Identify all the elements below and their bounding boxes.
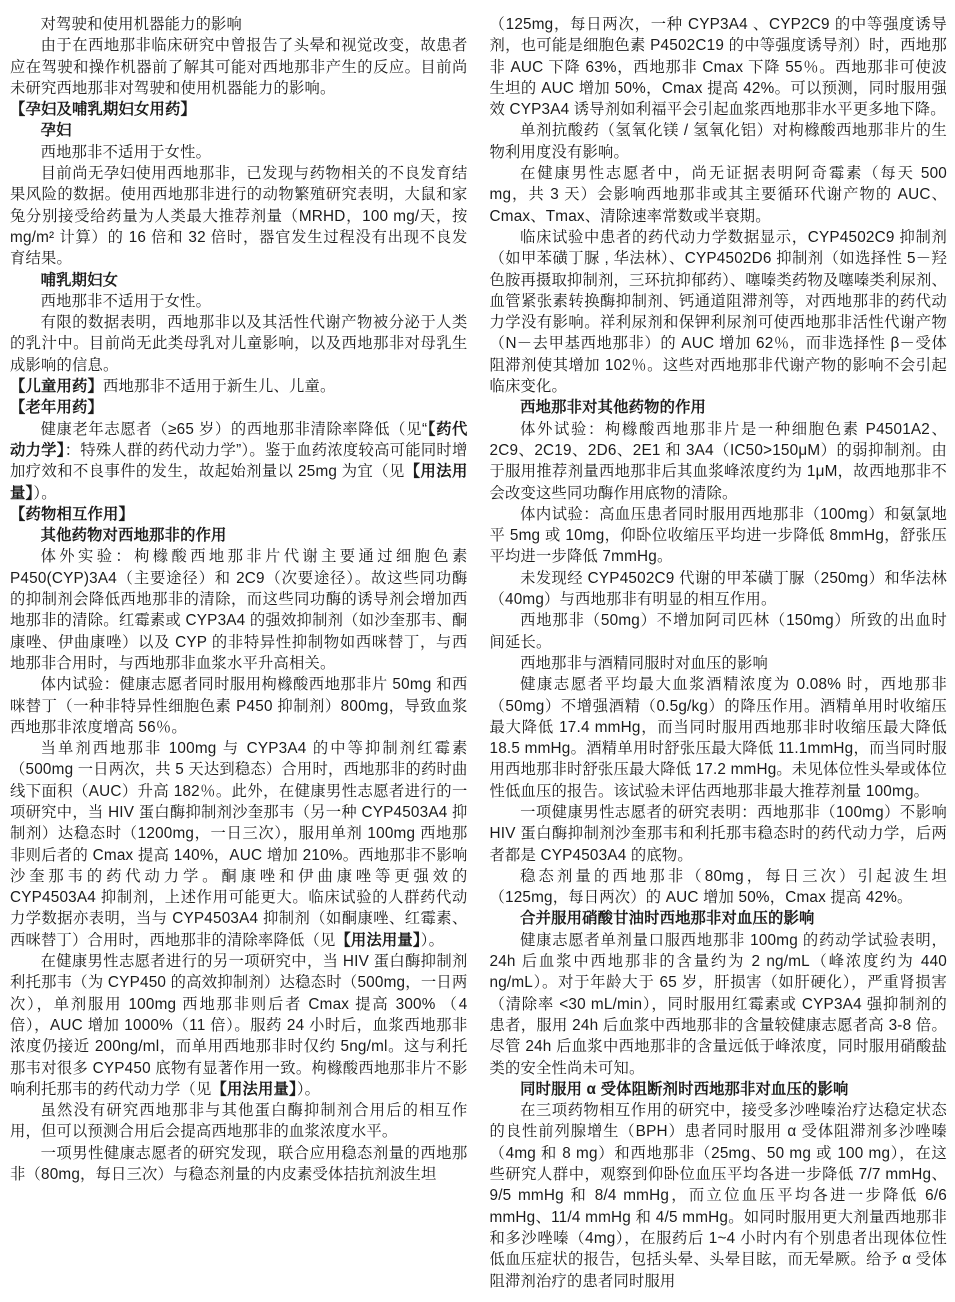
paragraph (10, 376, 468, 397)
paragraph (490, 227, 948, 397)
paragraph (10, 35, 468, 99)
sub-heading (490, 908, 948, 929)
text-run: 【药物相互作用】 (10, 505, 134, 523)
text-run: 单剂抗酸药（氢氧化镁 / 氢氧化铝）对枸橼酸西地那非片的生物利用度没有影响。 (489, 122, 947, 161)
sub-heading (10, 120, 468, 141)
text-run: 【孕妇及哺乳期妇女用药】 (10, 101, 196, 119)
left-column (10, 14, 468, 1292)
text-run: 临床试验中患者的药代动力学数据显示，CYP4502C9 抑制剂（如甲苯磺丁脲 , 华法林）、CYP4502D6 抑制剂（如选择性 5－羟色胺再摄取抑制剂，三环抗抑郁药）、噻嗪类药物及噻嗪类利尿剂、血管紧张素转换酶抑制剂、钙通道阻滞剂等，对西地那非的药代动力学没有影响。祥利尿剂和保钾利尿剂可使西地那非活性代谢产物（N－去甲基西地那非）的 AUC 增加 62％，而非选择性 β－受体阻滞剂使其增加 102％。这些对西地那非代谢产物的影响不会引起临床变化。 (489, 228, 947, 396)
section-heading (10, 99, 468, 120)
paragraph (10, 291, 468, 312)
text-run: 健康志愿者平均最大血浆酒精浓度为 0.08% 时，西地那非（50mg）不增强酒精（0.5g/kg）的降压作用。酒精单用时收缩压最大降低 17.4 mmHg，而当同时服用西地那非时收缩压最大降低 18.5 mmHg。酒精单用时舒张压最大降低 11.1mmHg，而当同时服用西地那非时舒张压最大降低 17.2 mmHg。未见体位性头晕或体位性低血压的报告。该试验未评估西地那非最大推荐剂量 100mg。 (489, 676, 947, 800)
text-run: 有限的数据表明，西地那非以及其活性代谢产物被分泌于人类的乳汁中。目前尚无此类母乳对儿童影响，以及西地那非对母乳生成影响的信息。 (10, 314, 468, 374)
paragraph (490, 419, 948, 504)
text-run: 在健康男性志愿者进行的另一项研究中，当 HIV 蛋白酶抑制剂利托那韦（为 CYP450 的高效抑制剂）达稳态时（500mg，一日两次），单剂服用 100mg 西地那非则后者 Cmax 提高 300% （4 倍），AUC 增加 1000%（11 倍）。服药 24 小时后，血浆西地那非浓度仍接近 200ng/ml，而单用西地那非时仅约 5ng/ml。这与利托那韦对很多 CYP450 底物有显著作用一致。枸橼酸西地那非片不影响利托那韦的药代动力学（见 (10, 953, 468, 1098)
paragraph (490, 1100, 948, 1292)
text-run: 未发现经 CYP4502C9 代谢的甲苯磺丁脲（250mg）和华法林（40mg）与西地那非有明显的相互作用。 (489, 569, 947, 609)
text-run: 其他药物对西地那非的作用 (40, 527, 227, 545)
paragraph (490, 866, 948, 909)
text-run: 西地那非不适用于女性。 (40, 292, 212, 310)
text-run: 由于在西地那非临床研究中曾报告了头晕和视觉改变，故患者应在驾驶和操作机器前了解其可能对西地那非产生的反应。目前尚未研究西地那非对驾驶和使用机器能力的影响。 (10, 37, 468, 97)
sub-heading (10, 525, 468, 546)
plain-heading (490, 653, 948, 674)
sub-heading (10, 270, 468, 291)
text-run: 体外试验：枸橼酸西地那非片是一种细胞色素 P4501A2、2C9、2C19、2D6、2E1 和 3A4（IC50>150μM）的弱抑制剂。由于服用推荐剂量西地那非后其血浆峰浓度约为 1μM，故西地那非不会改变这些同功酶作用底物的清除。 (489, 420, 947, 502)
text-run: 体内试验：健康志愿者同时服用枸橼酸西地那非片 50mg 和西咪替丁（一种非特异性细胞色素 P450 抑制剂）800mg，导致血浆西地那非浓度增高 56％。 (10, 676, 468, 736)
paragraph (490, 568, 948, 611)
paragraph (490, 120, 948, 163)
plain-heading (10, 14, 468, 35)
section-heading (10, 504, 468, 525)
text-run: 一项健康男性志愿者的研究表明：西地那非（100mg）不影响 HIV 蛋白酶抑制剂沙奎那韦和利托那韦稳态时的药代动力学，后两者都是 CYP4503A4 的底物。 (489, 803, 947, 864)
bold-text-run: 【用法用量】 (211, 1080, 297, 1098)
bold-text-run: 【用法用量】 (10, 463, 468, 502)
text-run: 对驾驶和使用机器能力的影响 (40, 16, 243, 33)
paragraph (10, 163, 468, 269)
text-run: 当单剂西地那非 100mg 与 CYP3A4 的中等抑制剂红霉素（500mg 一日两次，共 5 天达到稳态）合用时，西地那非的药时曲线下面积（AUC）升高 182％。此外，在健康男性志愿者进行的一项研究中，当 HIV 蛋白酶抑制剂沙奎那韦（另一种 CYP4503A4 抑制剂）达稳态时（1200mg，一日三次），服用单剂 100mg 西地那非则后者的 Cmax 提高 140%，AUC 增加 210%。西地那非不影响沙奎那韦的药代动力学。酮康唑和伊曲康唑等更强效的 CYP4503A4 抑制剂，上述作用可能更大。临床试验的人群药代动力学数据亦表明，当与 CYP4503A4 抑制剂（如酮康唑、红霉素、西咪替丁）合用时，西地那非的清除率降低（见 (10, 740, 468, 949)
text-run: 稳态剂量的西地那非（80mg，每日三次）引起波生坦（125mg，每日两次）的 AUC 增加 50%，Cmax 提高 42%。 (489, 867, 947, 907)
text-run: 虽然没有研究西地那非与其他蛋白酶抑制剂合用后的相互作用，但可以预测合用后会提高西地那非的血浆浓度水平。 (10, 1102, 468, 1141)
text-run: 西地那非与酒精同服时对血压的影响 (520, 654, 769, 672)
paragraph (10, 1143, 468, 1186)
text-run: 【老年用药】 (10, 399, 103, 417)
text-run: ：特殊人群的药代动力学”）。鉴于血药浓度较高可能同时增加疗效和不良事件的发生，故起始剂量以 25mg 为宜（见 (10, 441, 468, 481)
text-run: 体内试验：高血压患者同时服用西地那非（100mg）和氨氯地平 5mg 或 10mg，仰卧位收缩压平均进一步降低 8mmHg，舒张压平均进一步降低 7mmHg。 (489, 505, 947, 566)
text-run: 西地那非（50mg）不增加阿司匹林（150mg）所致的出血时间延长。 (489, 612, 947, 651)
paragraph (10, 738, 468, 951)
text-run: 在健康男性志愿者中，尚无证据表明阿奇霉素（每天 500 mg，共 3 天）会影响西地那非或其主要循环代谢产物的 AUC、Cmax、Tmax、清除速率常数或半衰期。 (489, 165, 947, 225)
text-run: 体外实验：枸橼酸西地那非片代谢主要通过细胞色素P450(CYP)3A4（主要途径）和 2C9（次要途径）。故这些同功酶的抑制剂会降低西地那非的清除，而这些同功酶的诱导剂会增加西地那非的清除。红霉素或 CYP3A4 的强效抑制剂（如沙奎那韦、酮康唑、伊曲康唑）以及 CYP 的非特异性抑制物如西咪替丁，与西地那非合用时，与西地那非血浆水平升高相关。 (10, 548, 468, 672)
paragraph (490, 14, 948, 120)
paragraph (490, 504, 948, 568)
paragraph (10, 951, 468, 1100)
text-run: 目前尚无孕妇使用西地那非，已发现与药物相关的不良发育结果风险的数据。使用西地那非进行的动物繁殖研究表明，大鼠和家兔分别接受给药量为人类最大推荐剂量（MRHD，100 mg/天，按mg/m² 计算）的 16 倍和 32 倍时，器官发生过程没有出现不良发育结果。 (10, 165, 468, 268)
text-run: 健康老年志愿者（≥65 岁）的西地那非清除率降低（见“ (40, 420, 428, 438)
text-run: 在三项药物相互作用的研究中，接受多沙唑嗪治疗达稳定状态的良性前列腺增生（BPH）患者同时服用 α 受体阻滞剂多沙唑嗪（4mg 和 8 mg）和西地那非（25mg、50 mg 或 100 mg），在这些研究人群中，观察到仰卧位血压平均各进一步降低 7/7 mmHg、9/5 mmHg 和 8/4 mmHg，而立位血压平均各进一步降低 6/6 mmHg、11/4 mmHg 和 4/5 mmHg。如同时服用更大剂量西地那非和多沙唑嗪（4mg），在服药后 1~4 小时内有个别患者出现体位性低血压症状的报告，包括头晕、头晕目眩，而无晕厥。给予 α 受体阻滞剂治疗的患者同时服用 (489, 1102, 947, 1290)
text-run: 西地那非不适用于女性。 (40, 143, 212, 161)
right-column (490, 14, 948, 1292)
text-run: 合并服用硝酸甘油时西地那非对血压的影响 (520, 910, 815, 928)
paragraph (490, 674, 948, 802)
paragraph (10, 1100, 468, 1143)
text-run: 西地那非不适用于新生儿、儿童。 (102, 378, 336, 396)
text-run: 孕妇 (40, 122, 72, 140)
text-run: 健康志愿者单剂量口服西地那非 100mg 的药动学试验表明，24h 后血浆中西地那非的含量约为 2 ng/mL（峰浓度约为 440 ng/mL）。对于年龄大于 65 岁，肝损害（如肝硬化），严重肾损害（清除率 <30 mL/min），同时服用红霉素或 CYP3A4 强抑制剂的患者，服用 24h 后血浆中西地那非的含量较健康志愿者高 3-8 倍。尽管 24h 后血浆中西地那非的含量远低于峰浓度，同时服用硝酸盐类的安全性尚未可知。 (489, 931, 947, 1077)
bold-text-run: 【用法用量】 (335, 931, 421, 949)
paragraph (10, 674, 468, 738)
sub-heading (490, 397, 948, 418)
section-heading (10, 397, 468, 418)
paragraph (10, 312, 468, 376)
text-run: 哺乳期妇女 (40, 271, 119, 289)
sub-heading (490, 1079, 948, 1100)
paragraph (490, 930, 948, 1079)
paragraph (10, 546, 468, 674)
text-run: ）。 (420, 931, 445, 949)
text-run: 一项男性健康志愿者的研究发现，联合应用稳态剂量的西地那非（80mg，每日三次）与稳态剂量的内皮素受体拮抗剂波生坦 (10, 1144, 468, 1184)
text-run: （125mg，每日两次，一种 CYP3A4 、CYP2C9 的中等强度诱导剂，也可能是细胞色素 P4502C19 的中等强度诱导剂）时，西地那非 AUC 下降 63%，西地那非 Cmax 下降 55％。西地那非可使波生坦的 AUC 增加 50%，Cmax 提高 42%。可以预测，同时服用强效 CYP3A4 诱导剂如利福平会引起血浆西地那非水平更多地下降。 (489, 16, 947, 119)
paragraph (490, 163, 948, 227)
text-run: 同时服用 α 受体阻断剂时西地那非对血压的影响 (520, 1080, 849, 1098)
paragraph (10, 419, 468, 504)
paragraph (10, 142, 468, 163)
text-run: ）。 (296, 1080, 321, 1098)
bold-text-run: 【儿童用药】 (10, 378, 103, 396)
paragraph (490, 610, 948, 653)
text-run: ）。 (33, 484, 57, 502)
text-run: 西地那非对其他药物的作用 (520, 399, 707, 417)
bold-text-run: 【药代动力学】 (10, 420, 468, 459)
paragraph (490, 802, 948, 866)
